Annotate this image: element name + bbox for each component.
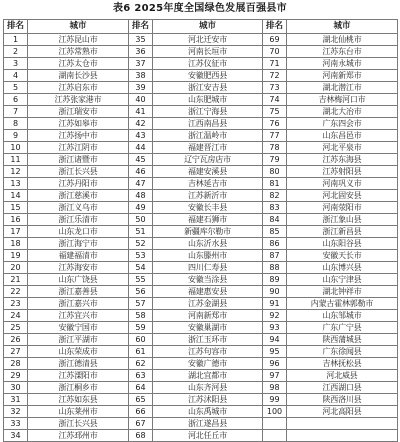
city-cell: 河北威县	[287, 370, 398, 382]
table-row	[4, 130, 398, 142]
city-cell: 江苏常熟市	[28, 46, 129, 58]
rank-cell: 78	[263, 142, 287, 154]
rank-cell: 97	[263, 370, 287, 382]
table-row	[4, 34, 398, 46]
city-cell: 湖北宜都市	[153, 370, 263, 382]
rank-cell: 37	[129, 58, 153, 70]
city-cell: 江苏溧阳市	[28, 370, 129, 382]
rank-cell: 25	[4, 322, 28, 334]
table-row	[4, 250, 398, 262]
city-cell: 山东沂水县	[153, 238, 263, 250]
city-cell: 河南新郑市	[153, 310, 263, 322]
city-cell: 湖北潜江市	[287, 82, 398, 94]
header-rank: 排名	[263, 20, 287, 34]
city-cell: 浙江宁海县	[153, 106, 263, 118]
rank-cell: 7	[4, 106, 28, 118]
rank-cell: 60	[129, 334, 153, 346]
table-row	[4, 310, 398, 322]
city-cell: 新疆库尔勒市	[153, 226, 263, 238]
city-cell: 浙江平湖市	[28, 334, 129, 346]
rank-cell: 44	[129, 142, 153, 154]
rank-cell: 92	[263, 310, 287, 322]
city-cell: 浙江海宁市	[28, 238, 129, 250]
rank-cell: 5	[4, 82, 28, 94]
city-cell: 浙江义乌市	[28, 202, 129, 214]
table-row	[4, 106, 398, 118]
rank-cell: 28	[4, 358, 28, 370]
city-cell: 安徽宁国市	[28, 322, 129, 334]
city-cell: 湖北钟祥市	[287, 286, 398, 298]
rank-cell: 17	[4, 226, 28, 238]
rank-cell: 85	[263, 226, 287, 238]
city-cell: 江苏海安市	[28, 262, 129, 274]
rank-cell: 75	[263, 106, 287, 118]
rank-cell: 93	[263, 322, 287, 334]
rank-cell: 69	[263, 34, 287, 46]
city-cell: 河南新郑市	[287, 70, 398, 82]
rank-cell: 71	[263, 58, 287, 70]
city-cell: 河南长垣市	[153, 46, 263, 58]
table-row	[4, 430, 398, 442]
city-cell: 山东肥城市	[153, 94, 263, 106]
city-cell: 河北固安县	[287, 190, 398, 202]
rank-cell: 34	[4, 430, 28, 442]
table-row	[4, 418, 398, 430]
table-row	[4, 238, 398, 250]
city-cell: 山东莱州市	[28, 406, 129, 418]
table-row	[4, 58, 398, 70]
city-cell: 浙江长兴县	[28, 418, 129, 430]
table-row	[4, 346, 398, 358]
rank-cell: 30	[4, 382, 28, 394]
rank-cell: 72	[263, 70, 287, 82]
rank-cell: 29	[4, 370, 28, 382]
city-cell: 河北任丘市	[153, 430, 263, 442]
rank-cell: 96	[263, 358, 287, 370]
city-cell: 四川仁寿县	[153, 262, 263, 274]
rank-cell: 88	[263, 262, 287, 274]
city-cell: 湖北仙桃市	[287, 34, 398, 46]
rank-cell: 43	[129, 130, 153, 142]
rank-cell: 6	[4, 94, 28, 106]
rank-cell: 98	[263, 382, 287, 394]
city-cell: 吉林抚松县	[287, 358, 398, 370]
city-cell: 江苏昆山市	[28, 34, 129, 46]
city-cell: 浙江德清县	[28, 358, 129, 370]
city-cell: 浙江嘉兴市	[28, 298, 129, 310]
rank-cell: 39	[129, 82, 153, 94]
table-row	[4, 94, 398, 106]
city-cell: 山东宁津县	[287, 274, 398, 286]
rank-cell: 65	[129, 394, 153, 406]
rank-cell: 16	[4, 214, 28, 226]
rank-cell: 79	[263, 154, 287, 166]
city-cell: 山东邹城市	[287, 310, 398, 322]
table-row	[4, 154, 398, 166]
city-cell: 安徽天长市	[287, 250, 398, 262]
rank-cell: 31	[4, 394, 28, 406]
city-cell: 河南永城市	[287, 58, 398, 70]
rank-cell: 99	[263, 394, 287, 406]
rank-cell: 50	[129, 214, 153, 226]
city-cell: 陕西蒲城县	[287, 334, 398, 346]
rank-cell: 53	[129, 250, 153, 262]
table-row	[4, 274, 398, 286]
rank-cell: 2	[4, 46, 28, 58]
rank-cell: 55	[129, 274, 153, 286]
city-cell: 江苏扬中市	[28, 130, 129, 142]
city-cell: 河北高阳县	[287, 406, 398, 418]
city-cell: 江苏启东市	[28, 82, 129, 94]
city-cell: 浙江温岭市	[153, 130, 263, 142]
city-cell: 浙江慈溪市	[28, 190, 129, 202]
rank-cell: 58	[129, 310, 153, 322]
rank-cell: 15	[4, 202, 28, 214]
city-cell: 安徽当涂县	[153, 274, 263, 286]
header-rank: 排名	[4, 20, 28, 34]
rank-cell: 49	[129, 202, 153, 214]
header-city: 城市	[153, 20, 263, 34]
table-row	[4, 166, 398, 178]
city-cell: 山东滕州市	[153, 250, 263, 262]
table-row	[4, 142, 398, 154]
rank-cell: 22	[4, 286, 28, 298]
city-cell: 山东广饶县	[28, 274, 129, 286]
rank-cell: 1	[4, 34, 28, 46]
rank-cell: 47	[129, 178, 153, 190]
city-cell: 陕西洛川县	[287, 394, 398, 406]
city-cell: 浙江诸暨市	[28, 154, 129, 166]
city-cell: 江西南昌县	[153, 118, 263, 130]
table-row	[4, 406, 398, 418]
table-row	[4, 70, 398, 82]
rank-cell: 4	[4, 70, 28, 82]
rank-cell: 21	[4, 274, 28, 286]
city-cell: 广东广宁县	[287, 322, 398, 334]
rank-cell: 62	[129, 358, 153, 370]
city-cell: 江苏太仓市	[28, 58, 129, 70]
rank-cell: 8	[4, 118, 28, 130]
rank-cell: 91	[263, 298, 287, 310]
rank-cell: 77	[263, 130, 287, 142]
city-cell: 福建石狮市	[153, 214, 263, 226]
city-cell: 江苏丹阳市	[28, 178, 129, 190]
city-cell: 山东昌邑市	[287, 130, 398, 142]
city-cell: 山东龙口市	[28, 226, 129, 238]
city-cell: 河北迁安市	[153, 34, 263, 46]
city-cell: 河北平泉市	[287, 142, 398, 154]
rank-cell: 42	[129, 118, 153, 130]
city-cell: 江苏沭阳县	[153, 394, 263, 406]
rank-cell: 20	[4, 262, 28, 274]
header-rank: 排名	[129, 20, 153, 34]
rank-cell: 89	[263, 274, 287, 286]
city-cell: 福建安溪县	[153, 166, 263, 178]
rank-cell: 81	[263, 178, 287, 190]
city-cell: 安徽巢湖市	[153, 322, 263, 334]
city-cell: 内蒙古霍林郭勒市	[287, 298, 398, 310]
table-row	[4, 262, 398, 274]
city-cell: 广东四会市	[287, 118, 398, 130]
rank-cell: 95	[263, 346, 287, 358]
city-cell: 江苏句容市	[153, 346, 263, 358]
table-row	[4, 370, 398, 382]
table-row	[4, 358, 398, 370]
rank-cell: 94	[263, 334, 287, 346]
rank-cell: 13	[4, 178, 28, 190]
rank-cell: 67	[129, 418, 153, 430]
rank-cell: 66	[129, 406, 153, 418]
rank-cell: 83	[263, 202, 287, 214]
city-cell	[287, 430, 398, 442]
city-cell: 浙江安吉县	[153, 82, 263, 94]
rank-cell: 90	[263, 286, 287, 298]
table-row	[4, 298, 398, 310]
city-cell: 湖北大冶市	[287, 106, 398, 118]
table-row	[4, 334, 398, 346]
city-cell: 江西湖口县	[287, 382, 398, 394]
city-cell: 江苏新沂市	[153, 190, 263, 202]
rank-cell: 74	[263, 94, 287, 106]
rank-cell: 59	[129, 322, 153, 334]
rank-cell: 76	[263, 118, 287, 130]
city-cell: 山东荣成市	[28, 346, 129, 358]
city-cell: 吉林延吉市	[153, 178, 263, 190]
rank-cell: 52	[129, 238, 153, 250]
rank-cell: 11	[4, 154, 28, 166]
city-cell	[287, 418, 398, 430]
table-row	[4, 214, 398, 226]
city-cell: 浙江长兴县	[28, 166, 129, 178]
rank-cell: 82	[263, 190, 287, 202]
city-cell: 山东禹城市	[153, 406, 263, 418]
rank-cell: 10	[4, 142, 28, 154]
city-cell: 浙江玉环市	[153, 334, 263, 346]
city-cell: 江苏张家港市	[28, 94, 129, 106]
rank-cell: 38	[129, 70, 153, 82]
rank-cell: 57	[129, 298, 153, 310]
table-row	[4, 382, 398, 394]
city-cell: 浙江乐清市	[28, 214, 129, 226]
rank-cell: 64	[129, 382, 153, 394]
rank-cell: 46	[129, 166, 153, 178]
table-row	[4, 82, 398, 94]
header-city: 城市	[28, 20, 129, 34]
city-cell: 江苏江阴市	[28, 142, 129, 154]
rank-cell	[263, 418, 287, 430]
rank-cell: 41	[129, 106, 153, 118]
city-cell: 山东博兴县	[287, 262, 398, 274]
rank-cell: 3	[4, 58, 28, 70]
city-cell: 湖南长沙县	[28, 70, 129, 82]
city-cell: 浙江遂昌县	[153, 418, 263, 430]
rank-cell: 40	[129, 94, 153, 106]
city-cell: 江苏金湖县	[153, 298, 263, 310]
city-cell: 浙江象山县	[287, 214, 398, 226]
table-row	[4, 322, 398, 334]
table-row	[4, 394, 398, 406]
rank-cell: 51	[129, 226, 153, 238]
city-cell: 江苏射阳县	[287, 166, 398, 178]
city-cell: 安徽广德市	[153, 358, 263, 370]
city-cell: 江苏如皋市	[28, 118, 129, 130]
rank-cell: 27	[4, 346, 28, 358]
table-title: 表6 2025年度全国绿色发展百强县市	[113, 3, 287, 14]
rank-cell: 100	[263, 406, 287, 418]
rank-cell: 14	[4, 190, 28, 202]
rank-cell: 23	[4, 298, 28, 310]
rank-cell: 73	[263, 82, 287, 94]
rank-cell: 84	[263, 214, 287, 226]
city-cell: 浙江瑞安市	[28, 106, 129, 118]
rank-cell: 36	[129, 46, 153, 58]
city-cell: 江苏如东县	[28, 394, 129, 406]
ranking-table	[3, 19, 398, 442]
rank-cell: 56	[129, 286, 153, 298]
city-cell: 浙江新昌县	[287, 226, 398, 238]
table-row	[4, 286, 398, 298]
rank-cell: 18	[4, 238, 28, 250]
rank-cell: 87	[263, 250, 287, 262]
table-row	[4, 46, 398, 58]
rank-cell: 48	[129, 190, 153, 202]
table-header-row	[4, 20, 398, 34]
rank-cell: 45	[129, 154, 153, 166]
rank-cell: 26	[4, 334, 28, 346]
table-row	[4, 202, 398, 214]
rank-cell: 33	[4, 418, 28, 430]
city-cell: 福建福清市	[28, 250, 129, 262]
rank-cell: 68	[129, 430, 153, 442]
city-cell: 安徽肥西县	[153, 70, 263, 82]
table-row	[4, 226, 398, 238]
city-cell: 山东齐河县	[153, 382, 263, 394]
city-cell: 福建惠安县	[153, 286, 263, 298]
city-cell: 安徽长丰县	[153, 202, 263, 214]
rank-cell: 19	[4, 250, 28, 262]
city-cell: 江苏东海县	[287, 154, 398, 166]
rank-cell: 12	[4, 166, 28, 178]
rank-cell: 32	[4, 406, 28, 418]
header-city: 城市	[287, 20, 398, 34]
rank-cell: 35	[129, 34, 153, 46]
rank-cell: 54	[129, 262, 153, 274]
table-row	[4, 118, 398, 130]
city-cell: 浙江嘉善县	[28, 286, 129, 298]
rank-cell: 70	[263, 46, 287, 58]
ranking-table-body	[4, 20, 398, 442]
city-cell: 福建晋江市	[153, 142, 263, 154]
rank-cell: 61	[129, 346, 153, 358]
rank-cell: 24	[4, 310, 28, 322]
city-cell: 吉林梅河口市	[287, 94, 398, 106]
city-cell: 浙江桐乡市	[28, 382, 129, 394]
rank-cell: 63	[129, 370, 153, 382]
city-cell: 山东阳谷县	[287, 238, 398, 250]
city-cell: 江苏东台市	[287, 46, 398, 58]
city-cell: 江苏仪征市	[153, 58, 263, 70]
city-cell: 辽宁瓦房店市	[153, 154, 263, 166]
city-cell: 广东徐闻县	[287, 346, 398, 358]
rank-cell	[263, 430, 287, 442]
city-cell: 河南荥阳市	[287, 202, 398, 214]
city-cell: 河南巩义市	[287, 178, 398, 190]
city-cell: 江苏宜兴市	[28, 310, 129, 322]
table-row	[4, 190, 398, 202]
rank-cell: 86	[263, 238, 287, 250]
rank-cell: 80	[263, 166, 287, 178]
city-cell: 江苏邳州市	[28, 430, 129, 442]
rank-cell: 9	[4, 130, 28, 142]
table-row	[4, 178, 398, 190]
